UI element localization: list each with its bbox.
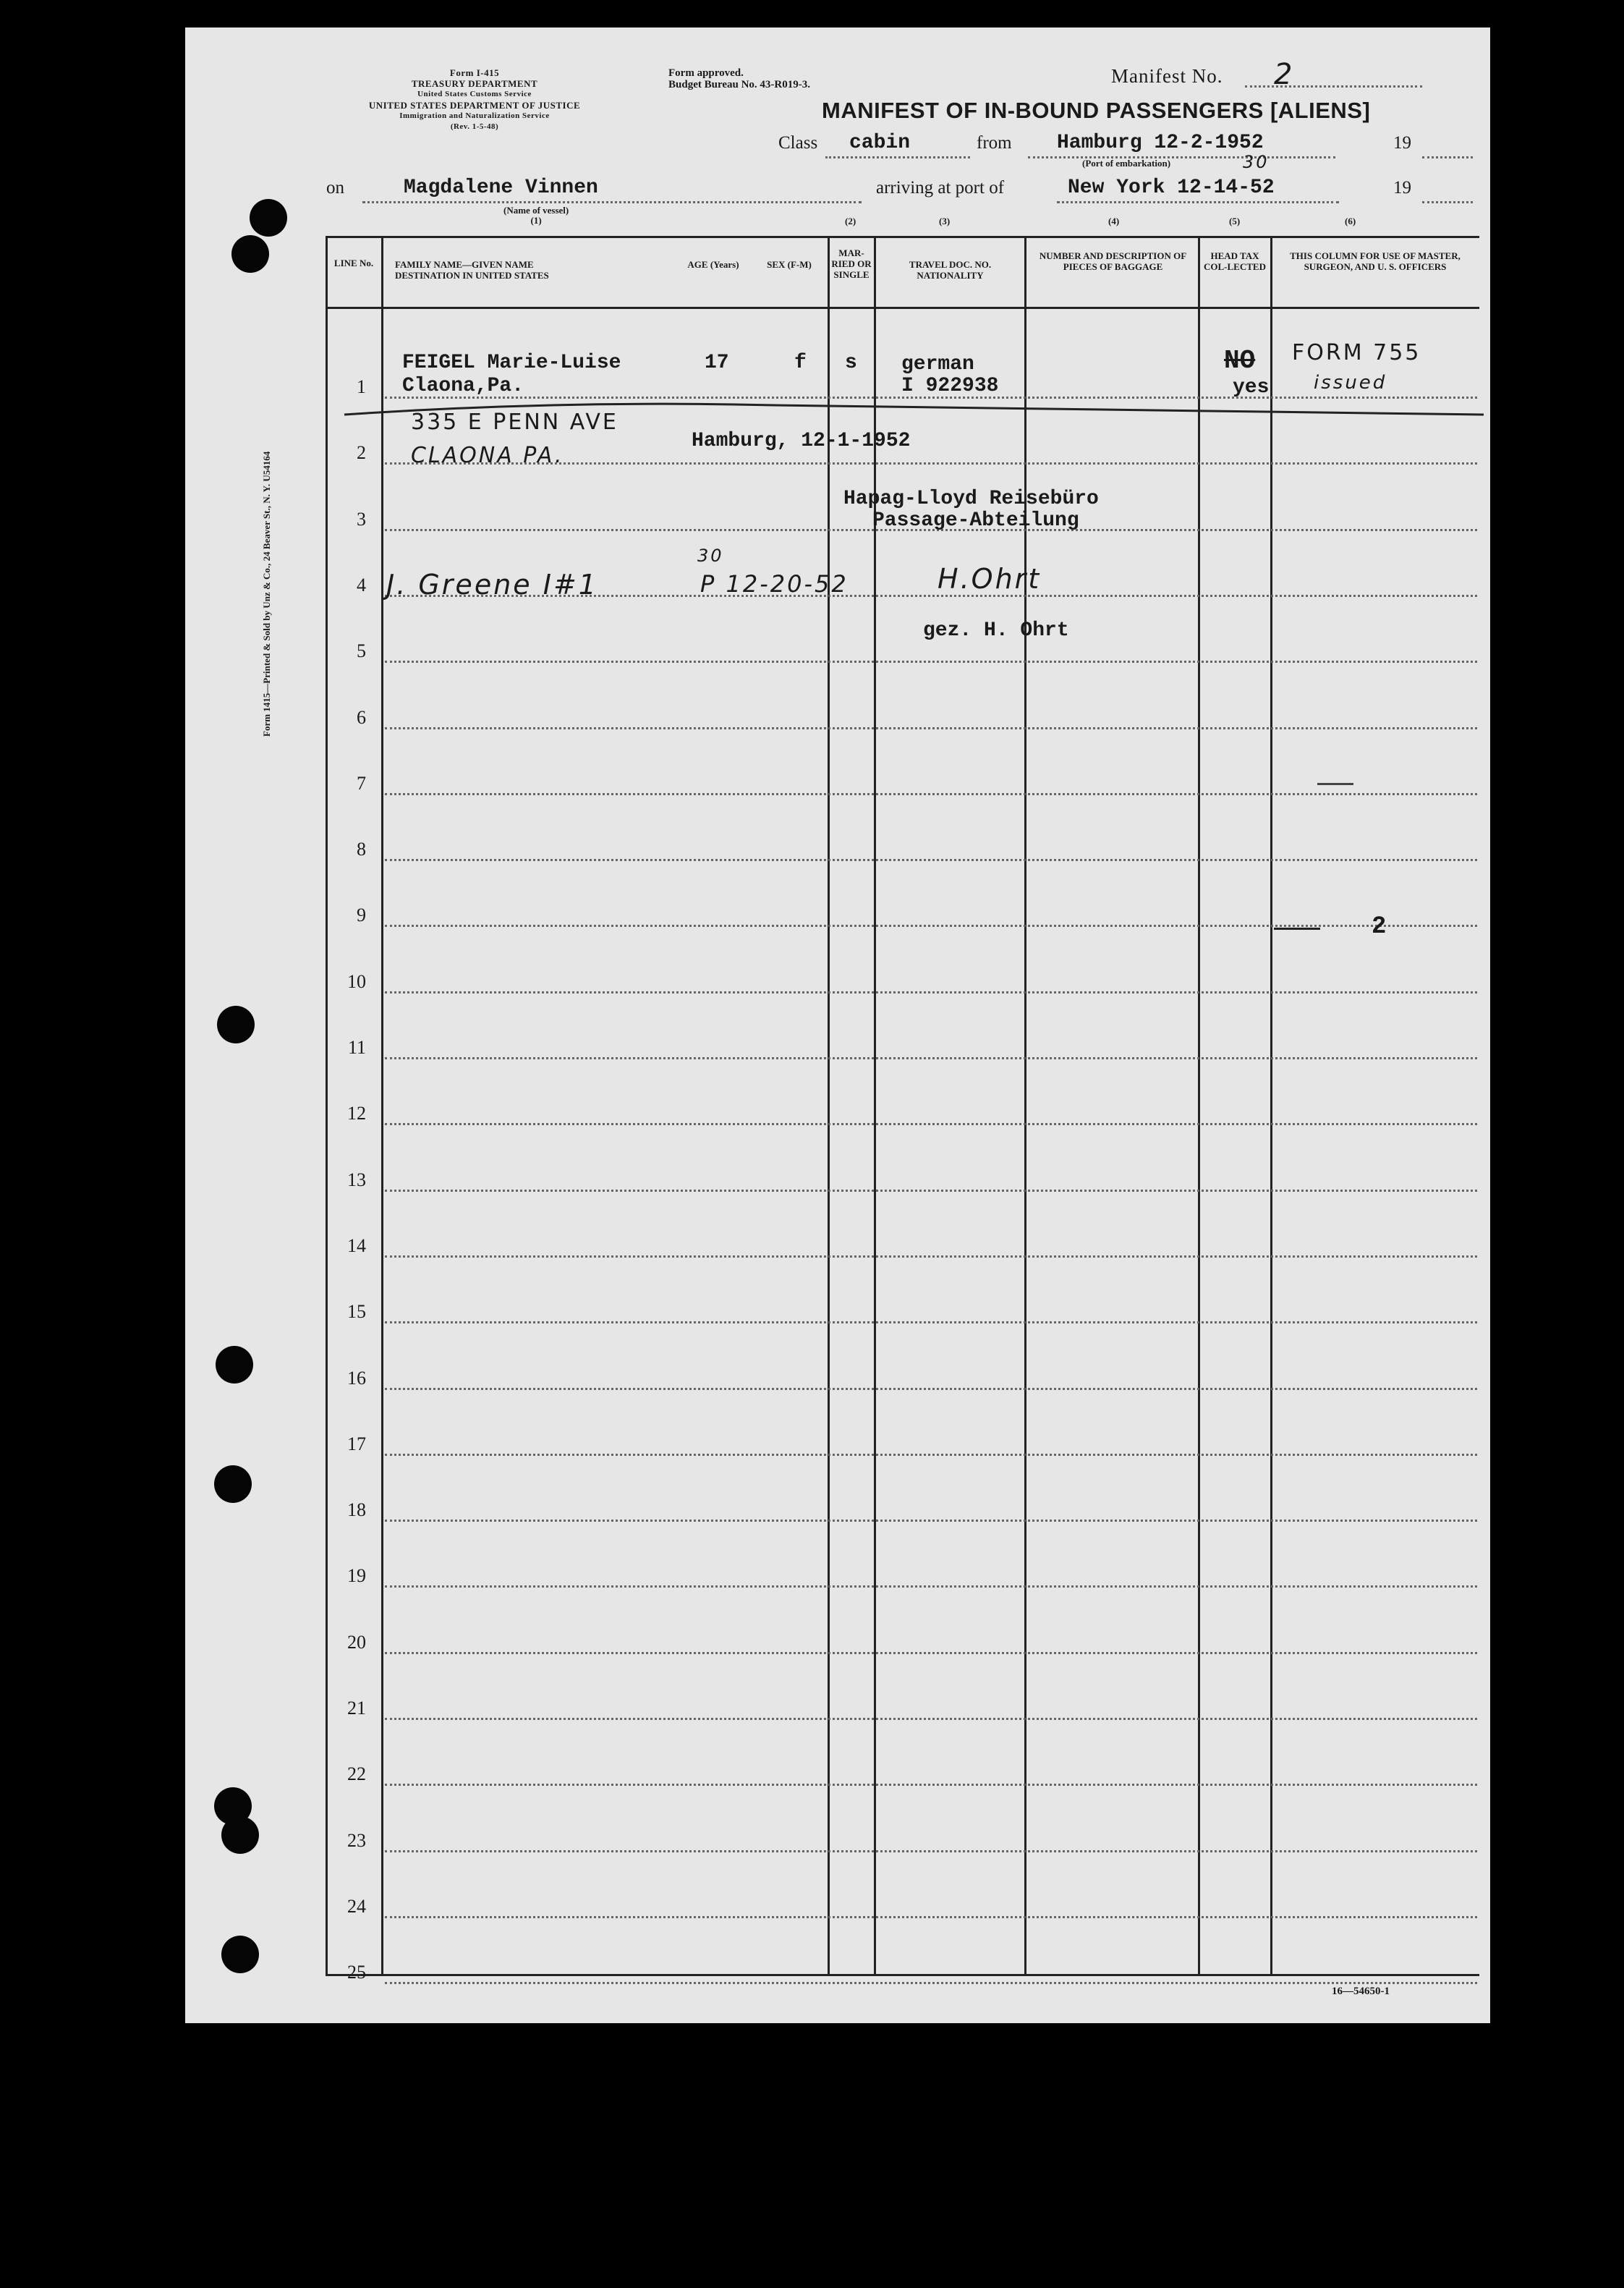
row-dotted-line xyxy=(385,1784,1477,1786)
stamp-department: Passage-Abteilung xyxy=(872,509,1079,532)
col-number-4: (4) xyxy=(1108,216,1120,226)
form-header-block xyxy=(359,67,590,132)
vessel-name: Magdalene Vinnen xyxy=(404,177,598,199)
stamp-place-date: Hamburg, 12-1-1952 xyxy=(692,430,911,452)
row-number: 8 xyxy=(357,839,366,860)
row-number: 15 xyxy=(347,1301,366,1323)
col-divider-headtax xyxy=(1198,236,1200,1976)
row-number: 24 xyxy=(347,1895,366,1917)
header-travel-doc: TRAVEL DOC. NO. NATIONALITY xyxy=(909,259,992,281)
row-number: 5 xyxy=(357,640,366,662)
row-dotted-line xyxy=(385,727,1477,729)
header-line-no: LINE No. xyxy=(333,258,374,268)
row-number: 1 xyxy=(357,376,366,397)
officer-dash xyxy=(1274,928,1320,930)
handwritten-date-note: P 12-20-52 xyxy=(700,570,849,598)
row-number: 11 xyxy=(347,1037,366,1058)
col-divider-officers xyxy=(1270,236,1272,1976)
punch-hole xyxy=(216,1346,253,1384)
row-number: 21 xyxy=(347,1698,366,1719)
punch-hole xyxy=(214,1465,252,1503)
row-dotted-line xyxy=(385,1982,1477,1984)
header-baggage: NUMBER AND DESCRIPTION OF PIECES OF BAGGAGE xyxy=(1039,250,1187,272)
form-revision: (Rev. 1-5-48) xyxy=(450,122,499,131)
col-number-5: (5) xyxy=(1229,216,1241,226)
manifest-page xyxy=(185,27,1490,2023)
row-number: 13 xyxy=(347,1169,366,1190)
arrival-line xyxy=(1057,201,1339,203)
officer-mark: 2 xyxy=(1372,913,1387,941)
vessel-col-number: (1) xyxy=(530,215,542,226)
row-dotted-line xyxy=(385,1718,1477,1720)
punch-hole xyxy=(250,199,287,237)
customs-service: United States Customs Service xyxy=(417,90,532,98)
handwritten-address-city: CLAONA PA. xyxy=(411,443,564,468)
row-dotted-line xyxy=(385,1255,1477,1258)
passenger-age: 17 xyxy=(705,352,729,374)
head-tax-value: yes xyxy=(1233,376,1270,399)
passenger-destination: Claona,Pa. xyxy=(402,375,524,397)
class-value: cabin xyxy=(849,132,911,154)
manifest-number-line xyxy=(1245,85,1422,88)
header-officers: THIS COLUMN FOR USE OF MASTER, SURGEON, AND U. S. OFFICERS xyxy=(1290,250,1461,272)
row-number: 6 xyxy=(357,706,366,728)
from-value: Hamburg 12-2-1952 xyxy=(1057,132,1264,154)
row-dotted-line xyxy=(385,859,1477,861)
vessel-line xyxy=(362,201,862,203)
budget-bureau-text: Budget Bureau No. 43-R019-3. xyxy=(668,79,810,90)
form-approved xyxy=(668,67,810,90)
manifest-number-label: Manifest No. xyxy=(1111,65,1223,87)
col-divider-line xyxy=(381,236,383,1976)
handwritten-address-street: 335 E PENN AVE xyxy=(411,410,618,435)
treasury-dept: TREASURY DEPARTMENT xyxy=(411,78,538,89)
handwritten-initials: H.Ohrt xyxy=(938,563,1042,595)
row-dotted-line xyxy=(385,1057,1477,1059)
manifest-title: MANIFEST OF IN-BOUND PASSENGERS [ALIENS] xyxy=(822,98,1371,123)
row-number: 19 xyxy=(347,1565,366,1587)
row-number: 10 xyxy=(347,970,366,992)
table-bottom-border xyxy=(326,1974,1479,1976)
passenger-travel-doc: I 922938 xyxy=(901,375,999,397)
ins-service: Immigration and Naturalization Service xyxy=(399,111,550,120)
row-number: 9 xyxy=(357,904,366,926)
header-married: MAR-RIED OR SINGLE xyxy=(831,247,872,280)
row-number: 16 xyxy=(347,1367,366,1389)
header-name: FAMILY NAME—GIVEN NAME DESTINATION IN UNITED STATES xyxy=(395,259,549,281)
row-dotted-line xyxy=(385,1585,1477,1588)
col-number-3: (3) xyxy=(939,216,951,226)
punch-hole xyxy=(221,1936,259,1973)
row-number: 22 xyxy=(347,1763,366,1785)
header-head-tax: HEAD TAX COL-LECTED xyxy=(1204,250,1266,272)
row-dotted-line xyxy=(385,1454,1477,1456)
form-number: Form I-415 xyxy=(449,67,500,78)
year-line-2 xyxy=(1422,201,1473,203)
row-dotted-line xyxy=(385,661,1477,663)
stamp-signed: gez. H. Ohrt xyxy=(923,619,1069,642)
table-header-border xyxy=(326,307,1479,309)
arriving-label: arriving at port of xyxy=(876,178,1005,198)
row-number: 3 xyxy=(357,508,366,530)
justice-dept: UNITED STATES DEPARTMENT OF JUSTICE xyxy=(368,100,581,111)
row-dotted-line xyxy=(385,1321,1477,1323)
col-divider-married xyxy=(828,236,830,1976)
passenger-nationality: german xyxy=(901,353,974,376)
officer-note-issued: issued xyxy=(1314,372,1387,394)
handwritten-signature: J. Greene I#1 xyxy=(386,569,598,601)
port-embark-caption: (Port of embarkation) xyxy=(1082,158,1171,169)
from-line xyxy=(1028,156,1335,158)
passenger-sex: f xyxy=(794,352,807,374)
row-dotted-line xyxy=(385,1652,1477,1654)
header-age: AGE (Years) xyxy=(687,259,739,270)
passenger-marital: s xyxy=(845,352,857,374)
vessel-caption-block xyxy=(503,206,569,226)
officer-note-form: FORM 755 xyxy=(1292,340,1421,365)
row-number: 2 xyxy=(357,442,366,464)
arrival-value: New York 12-14-52 xyxy=(1068,177,1275,199)
form-approved-text: Form approved. xyxy=(668,67,744,79)
row-number: 14 xyxy=(347,1234,366,1256)
class-label: Class xyxy=(778,133,818,153)
row-number: 4 xyxy=(357,574,366,596)
on-label: on xyxy=(326,178,344,198)
row-dotted-line xyxy=(385,991,1477,993)
punch-hole xyxy=(217,1006,255,1043)
stamp-agency: Hapag-Lloyd Reisebüro xyxy=(843,488,1099,510)
officer-dash-small xyxy=(1317,783,1353,785)
col-number-2: (2) xyxy=(845,216,856,226)
from-label: from xyxy=(977,133,1012,153)
table-top-border xyxy=(326,236,1479,238)
row-dotted-line xyxy=(385,1520,1477,1522)
passenger-name: FEIGEL Marie-Luise xyxy=(402,352,621,374)
row-dotted-line xyxy=(385,1190,1477,1192)
year-line-1 xyxy=(1422,156,1473,158)
row-number: 17 xyxy=(347,1433,366,1454)
manifest-number: 2 xyxy=(1274,58,1295,91)
row-number: 20 xyxy=(347,1631,366,1653)
head-tax-struck: NO xyxy=(1224,346,1256,376)
row-number: 7 xyxy=(357,772,366,794)
year-label-1: 19 xyxy=(1393,133,1411,153)
row-number: 25 xyxy=(347,1962,366,1983)
punch-hole xyxy=(221,1816,259,1854)
table-left-border xyxy=(326,236,328,1976)
row-dotted-line xyxy=(385,1850,1477,1852)
row-number: 23 xyxy=(347,1829,366,1851)
header-sex: SEX (F-M) xyxy=(767,259,812,270)
vessel-caption: (Name of vessel) xyxy=(503,205,569,216)
arrival-correction: 30 xyxy=(1243,152,1270,172)
footer-code: 16—54650-1 xyxy=(1332,1986,1390,1997)
row-dotted-line xyxy=(385,793,1477,795)
row-number: 18 xyxy=(347,1499,366,1521)
col-number-6: (6) xyxy=(1345,216,1356,226)
row-dotted-line xyxy=(385,1123,1477,1125)
row-number: 12 xyxy=(347,1103,366,1124)
class-line xyxy=(825,156,970,158)
year-label-2: 19 xyxy=(1393,178,1411,198)
punch-hole xyxy=(231,235,269,273)
printer-margin-text: Form 1415—Printed & Sold by Unz & Co., 24 Beaver St., N. Y. U54164 xyxy=(261,451,272,737)
date-note-superscript: 30 xyxy=(697,546,724,566)
row-dotted-line xyxy=(385,1388,1477,1390)
row-dotted-line xyxy=(385,1916,1477,1918)
row-dotted-line xyxy=(385,925,1477,927)
